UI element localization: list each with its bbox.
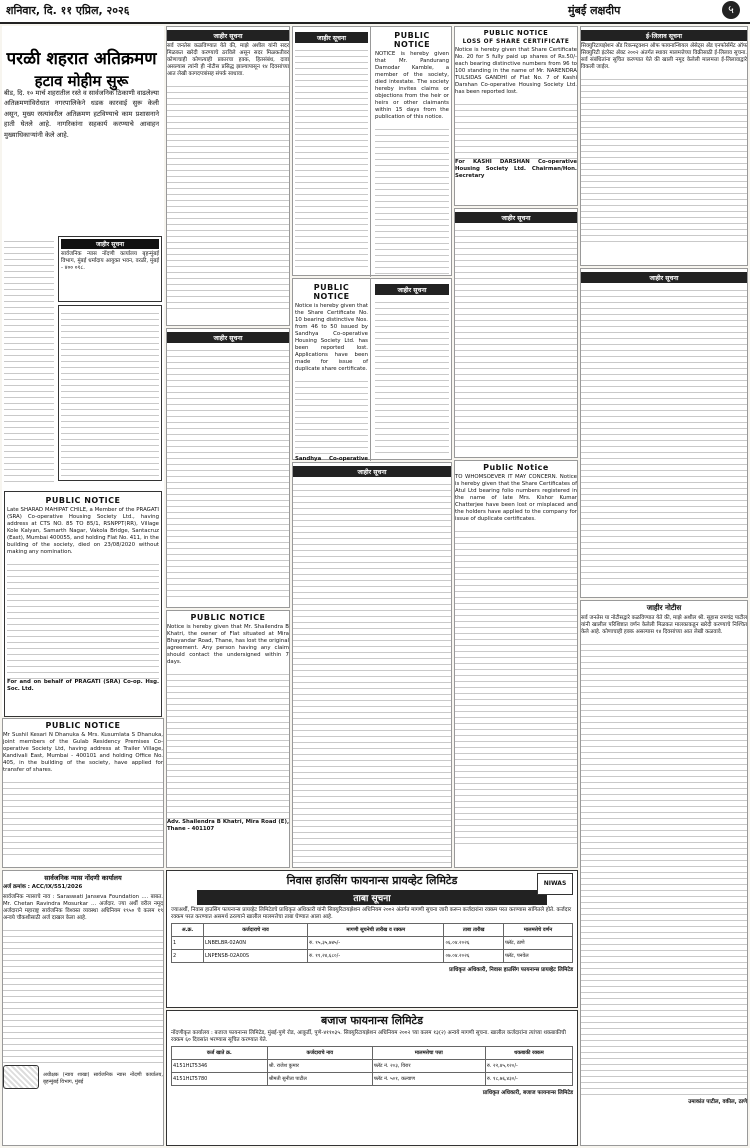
niwas-table-wrap [171,923,573,963]
column-4-notice [454,208,578,458]
public-notice-lines [455,526,577,846]
jaher-notice-column [580,600,748,1146]
table-cell: ०७.०४.२०२६ [444,950,504,963]
public-notice-title: Public Notice [483,463,549,472]
loss-share-signoff: For KASHI DARSHAN Co-operative Housing Society Ltd. Chairman/Hon. Secretary [455,159,577,179]
column-2-notices [166,26,290,326]
notice-text-lines [295,45,368,270]
section-label: जाहीर सूचना [581,272,747,283]
notice-text-lines [167,81,289,311]
public-notice-title: PUBLIC NOTICE [45,496,121,505]
notice-body: सार्वजनिक न्यास नोंदणी कार्यालय बृहन्मुंबई विभाग, मुंबई धर्मादाय आयुक्त भवन, वरळी, मुंबई - ४०० ०१८. [61,251,159,271]
public-notice-body: Notice is hereby given that the Share Certificate No. 10 bearing distinctive Nos. from 46 to 50 issued by Sandhya Co-operative Housing Society Ltd. has been reported lost. Applications have been made for issue of duplicate share certificate. [295,303,368,372]
bajaj-company-name: बजाज फायनान्स लिमिटेड [321,1014,423,1027]
table-header: कर्जदाराचे नाव [267,1047,372,1060]
notice-text-lines [167,345,289,600]
section-label: ई-लिलाव सूचना [581,30,747,41]
table-header: मालमत्तेचे वर्णन [504,924,573,937]
table-cell: रु. २२,४५,१२०/- [485,1060,572,1073]
notice-body: सर्व जनतेस कळविण्यात येते की, माझे अशील यांनी सदर मिळकत खरेदी करण्याचे ठरविले असून सदर मिळकतीवर कोणाचाही कोणत्याही प्रकारचा हक्क, हितसंबंध, दावा असल्यास त्यांनी ही नोटीस प्रसिद्ध झाल्यापासून १४ दिवसांच्या आत लेखी कागदपत्रांसह संपर्क साधावा. [167,43,289,77]
e-auction-body: सिक्युरिटायझेशन अँड रिकन्स्ट्रक्शन ऑफ फायनान्शियल ॲसेट्स अँड एनफोर्समेंट ऑफ सिक्युरिटी इंटरेस्ट ॲक्ट २००२ अंतर्गत स्थावर मालमत्तेच्या विक्रीसाठी ई-लिलाव सूचना. सर्व संबंधितांना सूचित करण्यात येते की खाली नमूद केलेली मालमत्ता ई-लिलावाद्वारे विकली जाईल. [581,43,747,70]
public-notice-lines [375,124,449,274]
table-cell: LNBELBR-02A0N [203,937,307,950]
table-cell: फ्लॅट, ठाणे [504,937,573,950]
loss-share-title: LOSS OF SHARE CERTIFICATE [462,39,570,45]
public-notice-dhanuka [2,718,164,868]
public-notice-body: TO WHOMSOEVER IT MAY CONCERN. Notice is hereby given that the Share Certificates of Atul Ltd bearing folio numbers registered in the name of late Mrs. Kishor Kumar Chatterjee have been lost or misplaced and the holders have applied to the company for issue of duplicate certificates. [455,474,577,522]
bajaj-table [171,1046,573,1086]
section-label: जाहीर सूचना [295,32,368,43]
notice-signoff: उमाकांत पाटील, वकील, ठाणे [688,1099,747,1105]
table-row [172,950,573,963]
notice-box [58,236,162,302]
public-notice-title: PUBLIC NOTICE [483,29,549,37]
section-label: जाहीर सूचना [375,284,449,295]
notice-text-lines [61,308,159,478]
table-cell: श्रीमती सुनीता पाटील [267,1073,372,1086]
public-notice-atul [454,460,578,868]
column-lead [2,26,164,716]
court-text-lines [3,925,163,1065]
public-notice-lines [167,669,289,819]
section-label: जाहीर सूचना [167,30,289,41]
page-number: ५ [722,1,740,19]
court-office: सार्वजनिक न्यास नोंदणी कार्यालय [44,874,122,882]
public-notice-body: Notice is hereby given that Mr. Shailendra B Khatri, the owner of Flat situated at Mira Bhayandar Road, Thane, has lost the original agreement. Any person having any claim should contact the undersigned within 7 days. [167,624,289,665]
header-date: शनिवार, दि. ११ एप्रिल, २०२६ [6,4,130,17]
table-cell: रु. ११,२४,६८०/- [308,950,444,963]
table-cell: LNPENSB-02A00S [203,950,307,963]
headline-line2: हटाव मोहीम सुरू [34,72,129,90]
notice-title: जाहीर नोटीस [646,603,682,612]
table-cell: रु. १८,७६,४३०/- [485,1073,572,1086]
notice-left [293,27,371,277]
court-sign: अधीक्षक (न्याय शाखा) सार्वजनिक न्यास नोंदणी कार्यालय, बृहन्मुंबई विभाग, मुंबई [43,1072,163,1085]
notice-text-lines [581,639,747,1099]
notice-right [373,27,451,277]
table-header: मागणी सूचनेची तारीख व रक्कम [308,924,444,937]
court-seal [3,1065,39,1089]
table-cell: 4151HLT5346 [172,1060,268,1073]
column-3-top [292,26,452,276]
public-notice-title: PUBLIC NOTICE [190,613,266,622]
table-header: कर्जदाराचे नाव [203,924,307,937]
table-header: मालमत्तेचा पत्ता [372,1047,485,1060]
table-cell: 2 [172,950,204,963]
paper-name: मुंबई लक्षदीप [568,4,621,17]
table-cell: 4151HLT5780 [172,1073,268,1086]
niwas-table [171,923,573,963]
bajaj-table-wrap [171,1046,573,1086]
niwas-company-name: निवास हाउसिंग फायनान्स प्रायव्हेट लिमिटेड [286,874,458,887]
notice-jaher-c3 [373,279,451,461]
table-row [172,937,573,950]
niwas-possession-notice [166,870,578,1008]
public-notice-khatri [166,610,290,868]
e-auction-notice [580,26,748,266]
table-header: कर्ज खाते क्र. [172,1047,268,1060]
column-3-middle [292,278,452,460]
notice-stack [58,236,162,486]
public-notice-body: Mr Sushil Kesari N Dhanuka & Mrs. Kusumlata S Dhanuka, joint members of the Gulab Residency Premises Co-operative Society Ltd, having address at Trailer Village, Kandivali East, Mumbai - 400101 and holding Office No. 405, in the building of the society, have applied for transfer of shares. [3,732,163,773]
table-cell: 1 [172,937,204,950]
column-2-notice-b [166,328,290,608]
court-body: सार्वजनिक न्यासाचे नाव : Saraswati Janseva Foundation .... बाबत. Mr. Chetan Ravindra Mosurkar ... अर्जदार. ज्या अर्थी वरील नमूद अर्जदाराने महाराष्ट्र सार्वजनिक विश्वस्त व्यवस्था अधिनियम १९५० चे कलम १९ अन्वये चौकशीसाठी अर्ज दाखल केला आहे. [3,894,163,921]
section-label: जाहीर सूचना [167,332,289,343]
public-notice-signoff: Adv. Shailendra B Khatri, Mira Road (E), Thane - 401107 [167,819,289,832]
bajaj-sign: प्राधिकृत अधिकारी, बजाज फायनान्स लिमिटेड [482,1090,573,1096]
lead-continued [4,236,54,486]
public-notice-signoff: For and on behalf of PRAGATI (SRA) Co-op. Hsg. Soc. Ltd. [7,679,159,692]
public-notice-sandhya [293,279,371,461]
court-notice [2,870,164,1146]
niwas-body: ज्याअर्थी, निवास हाउसिंग फायनान्स प्रायव्हेट लिमिटेडचे प्राधिकृत अधिकारी यांनी सिक्युरिटायझेशन अधिनियम २००२ अंतर्गत मागणी सूचना जारी करून कर्जदारांना रक्कम परत करण्यास सांगितले होते. कर्जदार रक्कम परत करण्यात असमर्थ ठरल्याने खालील मालमत्तेचा ताबा घेण्यात आला आहे. [171,907,572,920]
court-case-number: अर्ज क्रमांक : ACC/IX/551/2026 [3,884,83,890]
column-3-bottom [292,462,452,868]
table-row [172,1060,573,1073]
section-label: जाहीर सूचना [455,212,577,223]
public-notice-body: Late SHARAD MAHIPAT CHILE, a Member of the PRAGATI (SRA) Co-operative Housing Society Ltd., having address at CTS NO. 85 TO 85/1, RSNPPT(RR), Village Kole Kalyan, Samarth Nagar, Vakola Bridge, Santacruz (East), Mumbai 400055, and holding Flat No. 411, in the building of the society, died on 23/08/2020 without making any nomination. [7,507,159,555]
notice-text-lines [581,285,747,590]
public-notice-title: PUBLIC NOTICE [313,283,350,301]
public-notice-body: NOTICE is hereby given that Mr. Pandurang Damodar Kamble, a member of the society, died intestate. The society hereby invites claims or objections from the heir or heirs or other claimants within 15 days from the publication of this notice. [375,51,449,120]
notice-body: सर्व जनतेस या नोटीसद्वारे कळविण्यात येते की, माझे अशील श्री. सुहास रामचंद्र पाटील यांनी खालील परिशिष्टात वर्णन केलेली मिळकत मालकाकडून खरेदी करण्याचे निश्चित केले आहे. कोणाचाही हक्क असल्यास १४ दिवसांच्या आत लेखी कळवावे. [581,615,747,635]
public-notice-pragati [4,491,162,717]
table-cell: श्री. राजेश कुमार [267,1060,372,1073]
lead-headline [4,46,159,91]
table-cell: फ्लॅट नं. २०३, विरार [372,1060,485,1073]
lead-text-lines [4,236,54,486]
notice-text-lines [455,225,577,450]
table-cell: फ्लॅट नं. ५०१, कल्याण [372,1073,485,1086]
section-label: जाहीर सूचना [293,466,451,477]
public-notice-title: PUBLIC NOTICE [45,721,121,730]
table-header: अ.क्र. [172,924,204,937]
page-header [0,0,750,24]
niwas-sign: प्राधिकृत अधिकारी, निवास हाउसिंग फायनान्स प्रायव्हेट लिमिटेड [449,967,573,973]
public-notice-signoff: Sandhya Co-operative [295,456,368,462]
table-cell: रु. १५,३५,७४५/- [308,937,444,950]
notice-text-lines [293,479,451,865]
column-5-notice [580,268,748,598]
niwas-logo: NIWAS [537,873,573,895]
table-row [172,1073,573,1086]
public-notice-lines [3,777,163,857]
bajaj-body: नोंदणीकृत कार्यालय : बजाज फायनान्स लिमिटेड, मुंबई-पुणे रोड, आकुर्डी, पुणे-४११०३५. सिक्युरिटायझेशन अधिनियम २००२ च्या कलम १३(२) अन्वये मागणी सूचना. खालील कर्जदारांना त्यांच्या थकबाकीची रक्कम ६० दिवसांत भरण्यास सूचित करण्यात येते. [171,1030,566,1043]
public-notice-title: PUBLIC NOTICE [393,31,431,49]
table-cell: ०६.०४.२०२६ [444,937,504,950]
table-header: ताबा तारीख [444,924,504,937]
table-header-row [172,1047,573,1060]
public-notice-lines [295,376,368,456]
headline-line1: परळी शहरात अतिक्रमण [6,49,157,69]
notice-text-lines [581,74,747,244]
bajaj-demand-notice [166,1010,578,1146]
notice-label: जाहीर सूचना [61,239,159,249]
possession-heading: ताबा सूचना [197,890,547,905]
lead-body: बीड, दि. १० मार्च शहरातील रस्ते व सार्वजनिक ठिकाणी वाढलेल्या अतिक्रमणांविरोधात नगरपालिकेने धडक कारवाई सुरू केली असून, मुख्य रस्त्यांवरील अतिक्रमण हटविण्याचे काम प्रशासनाने हाती घेतले आहे. नागरिकांना सहकार्य करण्याचे आवाहन मुख्याधिकाऱ्यांनी केले आहे. [4,89,160,139]
notice-box [58,305,162,481]
notice-text-lines [455,99,577,159]
table-header-row [172,924,573,937]
public-notice-lines [7,559,159,679]
loss-share-certificate [454,26,578,206]
table-cell: फ्लॅट, पनवेल [504,950,573,963]
notice-text-lines [375,297,449,457]
table-header: थकबाकी रक्कम [485,1047,572,1060]
loss-share-body: Notice is hereby given that Share Certificate No. 20 for 5 fully paid up shares of Rs.50/- each bearing distinctive numbers from 96 to 100 standing in the name of Mr. NARENDRA TULSIDAS GANDHI of Flat No. 7 of Kashi Darshan Co-operative Housing Society Ltd. has been reported lost. [455,47,577,95]
